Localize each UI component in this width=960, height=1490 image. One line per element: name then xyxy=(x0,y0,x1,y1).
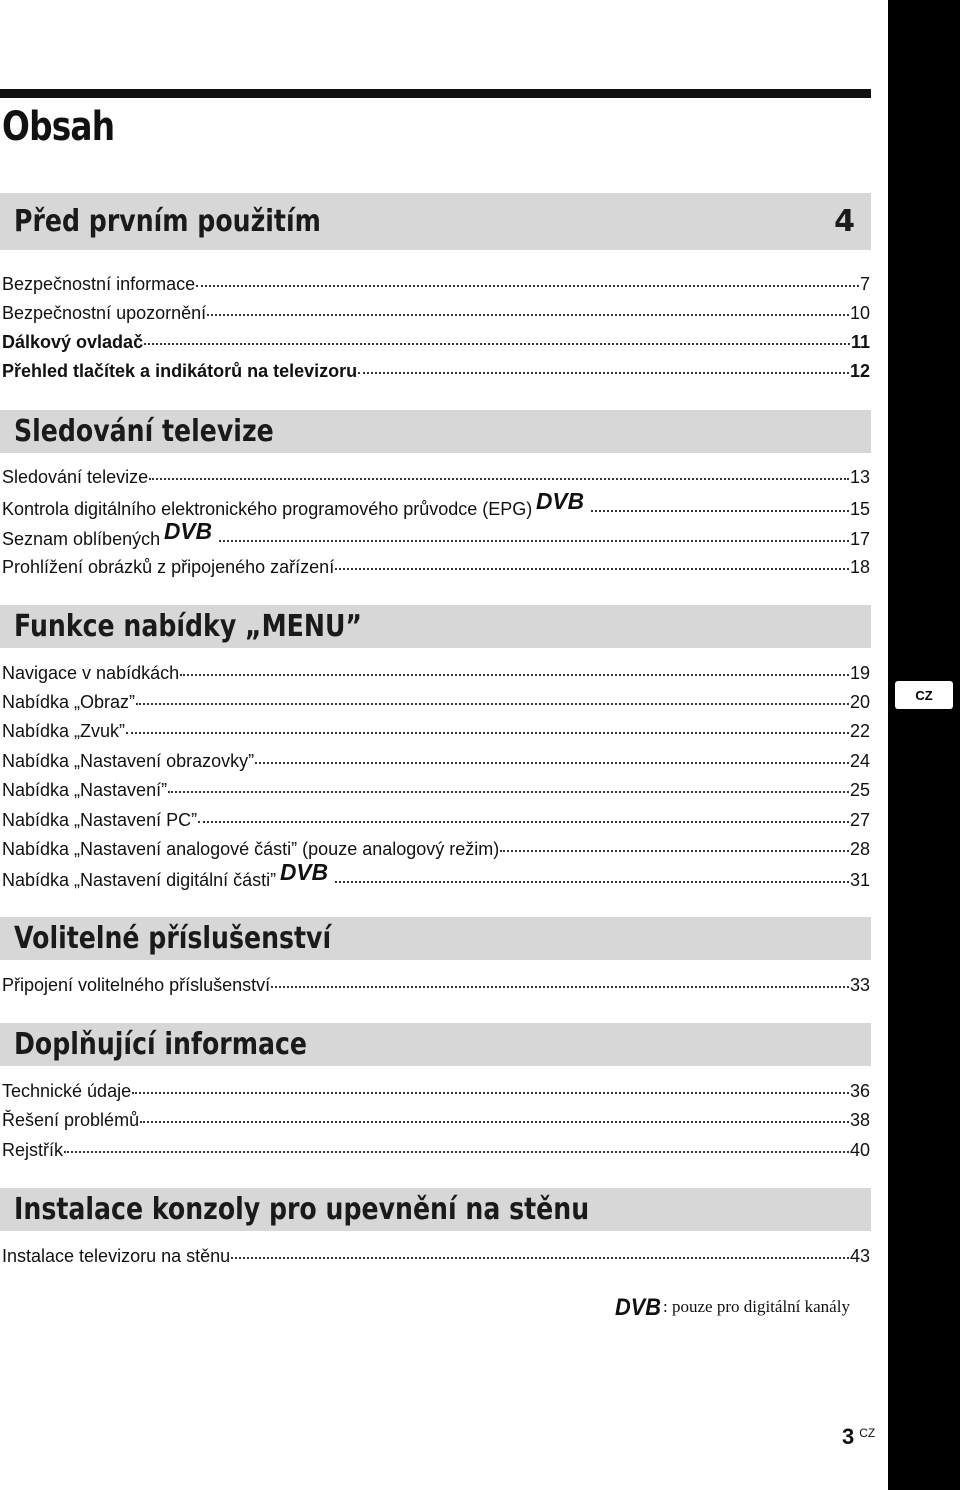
section-header-additional-info xyxy=(0,1023,871,1066)
dot-leader xyxy=(196,285,859,287)
entry-text: Instalace televizoru na stěnu xyxy=(2,1246,231,1266)
toc-entry[interactable] xyxy=(2,299,870,327)
section-title: Doplňující informace xyxy=(14,1027,307,1062)
entry-page: 13 xyxy=(849,467,870,487)
entry-text: Nabídka „Nastavení digitální části” xyxy=(2,870,277,890)
section-header-menu-functions xyxy=(0,605,871,648)
dot-leader xyxy=(271,986,849,988)
section-header-wall-mount xyxy=(0,1188,871,1231)
toc-entry[interactable] xyxy=(2,717,870,745)
section-title: Před prvním použitím xyxy=(14,204,321,239)
entry-page: 33 xyxy=(849,975,870,995)
entry-page: 20 xyxy=(849,692,870,712)
entry-page: 27 xyxy=(849,810,870,830)
dvb-logo-icon xyxy=(164,520,214,550)
dvb-logo-icon xyxy=(280,861,330,891)
dvb-logo-icon xyxy=(615,1295,663,1319)
side-bar xyxy=(888,0,960,1490)
entry-text: Bezpečnostní informace xyxy=(2,274,196,294)
toc-entry[interactable] xyxy=(2,971,870,999)
dot-leader xyxy=(132,1092,849,1094)
section-title: Instalace konzoly pro upevnění na stěnu xyxy=(14,1192,590,1227)
entry-page: 40 xyxy=(849,1140,870,1160)
entry-text: Nabídka „Nastavení” xyxy=(2,780,168,800)
language-tab: CZ xyxy=(895,681,953,709)
entry-page: 31 xyxy=(849,870,870,890)
toc-entry[interactable] xyxy=(2,659,870,687)
toc-entry[interactable] xyxy=(2,520,870,551)
page-title: Obsah xyxy=(2,104,115,150)
entry-page: 28 xyxy=(849,839,870,859)
dot-leader xyxy=(64,1151,849,1153)
entry-text: Technické údaje xyxy=(2,1081,132,1101)
dot-leader xyxy=(219,540,849,542)
svg-text:DVB: DVB xyxy=(164,520,213,542)
toc-entry[interactable] xyxy=(2,490,870,521)
toc-entry[interactable] xyxy=(2,328,870,356)
entry-page: 38 xyxy=(849,1110,870,1130)
toc-entry[interactable] xyxy=(2,553,870,581)
entry-text: Prohlížení obrázků z připojeného zařízení xyxy=(2,557,335,577)
toc-entry[interactable] xyxy=(2,1077,870,1105)
entry-text: Připojení volitelného příslušenství xyxy=(2,975,271,995)
dot-leader xyxy=(180,674,849,676)
dot-leader xyxy=(335,881,849,883)
dot-leader xyxy=(335,568,849,570)
section-title: Volitelné příslušenství xyxy=(14,921,332,956)
entry-page: 18 xyxy=(849,557,870,577)
entry-page: 24 xyxy=(849,751,870,771)
section-header-before-first-use xyxy=(0,193,871,250)
section-header-optional-accessories xyxy=(0,917,871,960)
entry-text: Dálkový ovladač xyxy=(2,332,144,352)
toc-entry[interactable] xyxy=(2,1136,870,1164)
dot-leader xyxy=(198,821,849,823)
toc-entry[interactable] xyxy=(2,357,870,385)
entry-page: 25 xyxy=(849,780,870,800)
entry-page: 11 xyxy=(850,332,870,352)
entry-text: Nabídka „Nastavení obrazovky” xyxy=(2,751,255,771)
entry-page: 36 xyxy=(849,1081,870,1101)
entry-text: Přehled tlačítek a indikátorů na televizoru xyxy=(2,361,358,381)
dot-leader xyxy=(358,372,849,374)
svg-text:DVB: DVB xyxy=(280,861,329,883)
toc-entry[interactable] xyxy=(2,861,870,892)
svg-text:DVB: DVB xyxy=(536,490,585,512)
entry-page: 17 xyxy=(849,529,870,549)
entry-page: 15 xyxy=(849,499,870,519)
toc-entry[interactable] xyxy=(2,776,870,804)
entry-page: 43 xyxy=(849,1246,870,1266)
toc-entry[interactable] xyxy=(2,270,870,298)
dot-leader xyxy=(149,478,849,480)
toc-entry[interactable] xyxy=(2,1242,870,1270)
top-rule xyxy=(0,89,871,98)
svg-text:DVB: DVB xyxy=(615,1295,661,1319)
entry-page: 10 xyxy=(849,303,870,323)
section-title: Sledování televize xyxy=(14,414,274,449)
dot-leader xyxy=(144,343,850,345)
dot-leader xyxy=(126,732,849,734)
entry-text: Kontrola digitálního elektronického programového průvodce (EPG) xyxy=(2,499,533,519)
toc-entry[interactable] xyxy=(2,1106,870,1134)
entry-text: Nabídka „Obraz” xyxy=(2,692,136,712)
entry-text: Nabídka „Nastavení PC” xyxy=(2,810,198,830)
entry-text: Seznam oblíbených xyxy=(2,529,161,549)
toc-entry[interactable] xyxy=(2,688,870,716)
section-page: 4 xyxy=(834,204,855,239)
entry-text: Nabídka „Zvuk” xyxy=(2,721,126,741)
entry-text: Navigace v nabídkách xyxy=(2,663,180,683)
toc-entry[interactable] xyxy=(2,747,870,775)
section-header-watching-tv xyxy=(0,410,871,453)
dot-leader xyxy=(140,1121,849,1123)
dot-leader xyxy=(207,314,849,316)
dot-leader xyxy=(136,703,849,705)
entry-text: Nabídka „Nastavení analogové části” (pouze analogový režim) xyxy=(2,839,500,859)
dot-leader xyxy=(591,510,849,512)
dot-leader xyxy=(255,762,849,764)
section-title: Funkce nabídky „MENU” xyxy=(14,609,362,644)
entry-text: Řešení problémů xyxy=(2,1110,140,1130)
toc-entry[interactable] xyxy=(2,835,870,863)
dvb-note xyxy=(615,1292,850,1322)
entry-page: 12 xyxy=(849,361,870,381)
entry-text: Rejstřík xyxy=(2,1140,64,1160)
page-number xyxy=(842,1424,875,1450)
dvb-note-text: : pouze pro digitální kanály xyxy=(663,1297,850,1316)
dvb-logo-icon xyxy=(536,490,586,520)
entry-text: Sledování televize xyxy=(2,467,149,487)
entry-page: 7 xyxy=(859,274,870,294)
dot-leader xyxy=(168,791,849,793)
entry-page: 19 xyxy=(849,663,870,683)
toc-entry[interactable] xyxy=(2,806,870,834)
entry-page: 22 xyxy=(849,721,870,741)
page-number-lang: CZ xyxy=(859,1426,876,1440)
dot-leader xyxy=(500,850,849,852)
dot-leader xyxy=(231,1257,849,1259)
toc-entry[interactable] xyxy=(2,463,870,491)
entry-text: Bezpečnostní upozornění xyxy=(2,303,207,323)
page-number-value: 3 xyxy=(842,1424,855,1449)
